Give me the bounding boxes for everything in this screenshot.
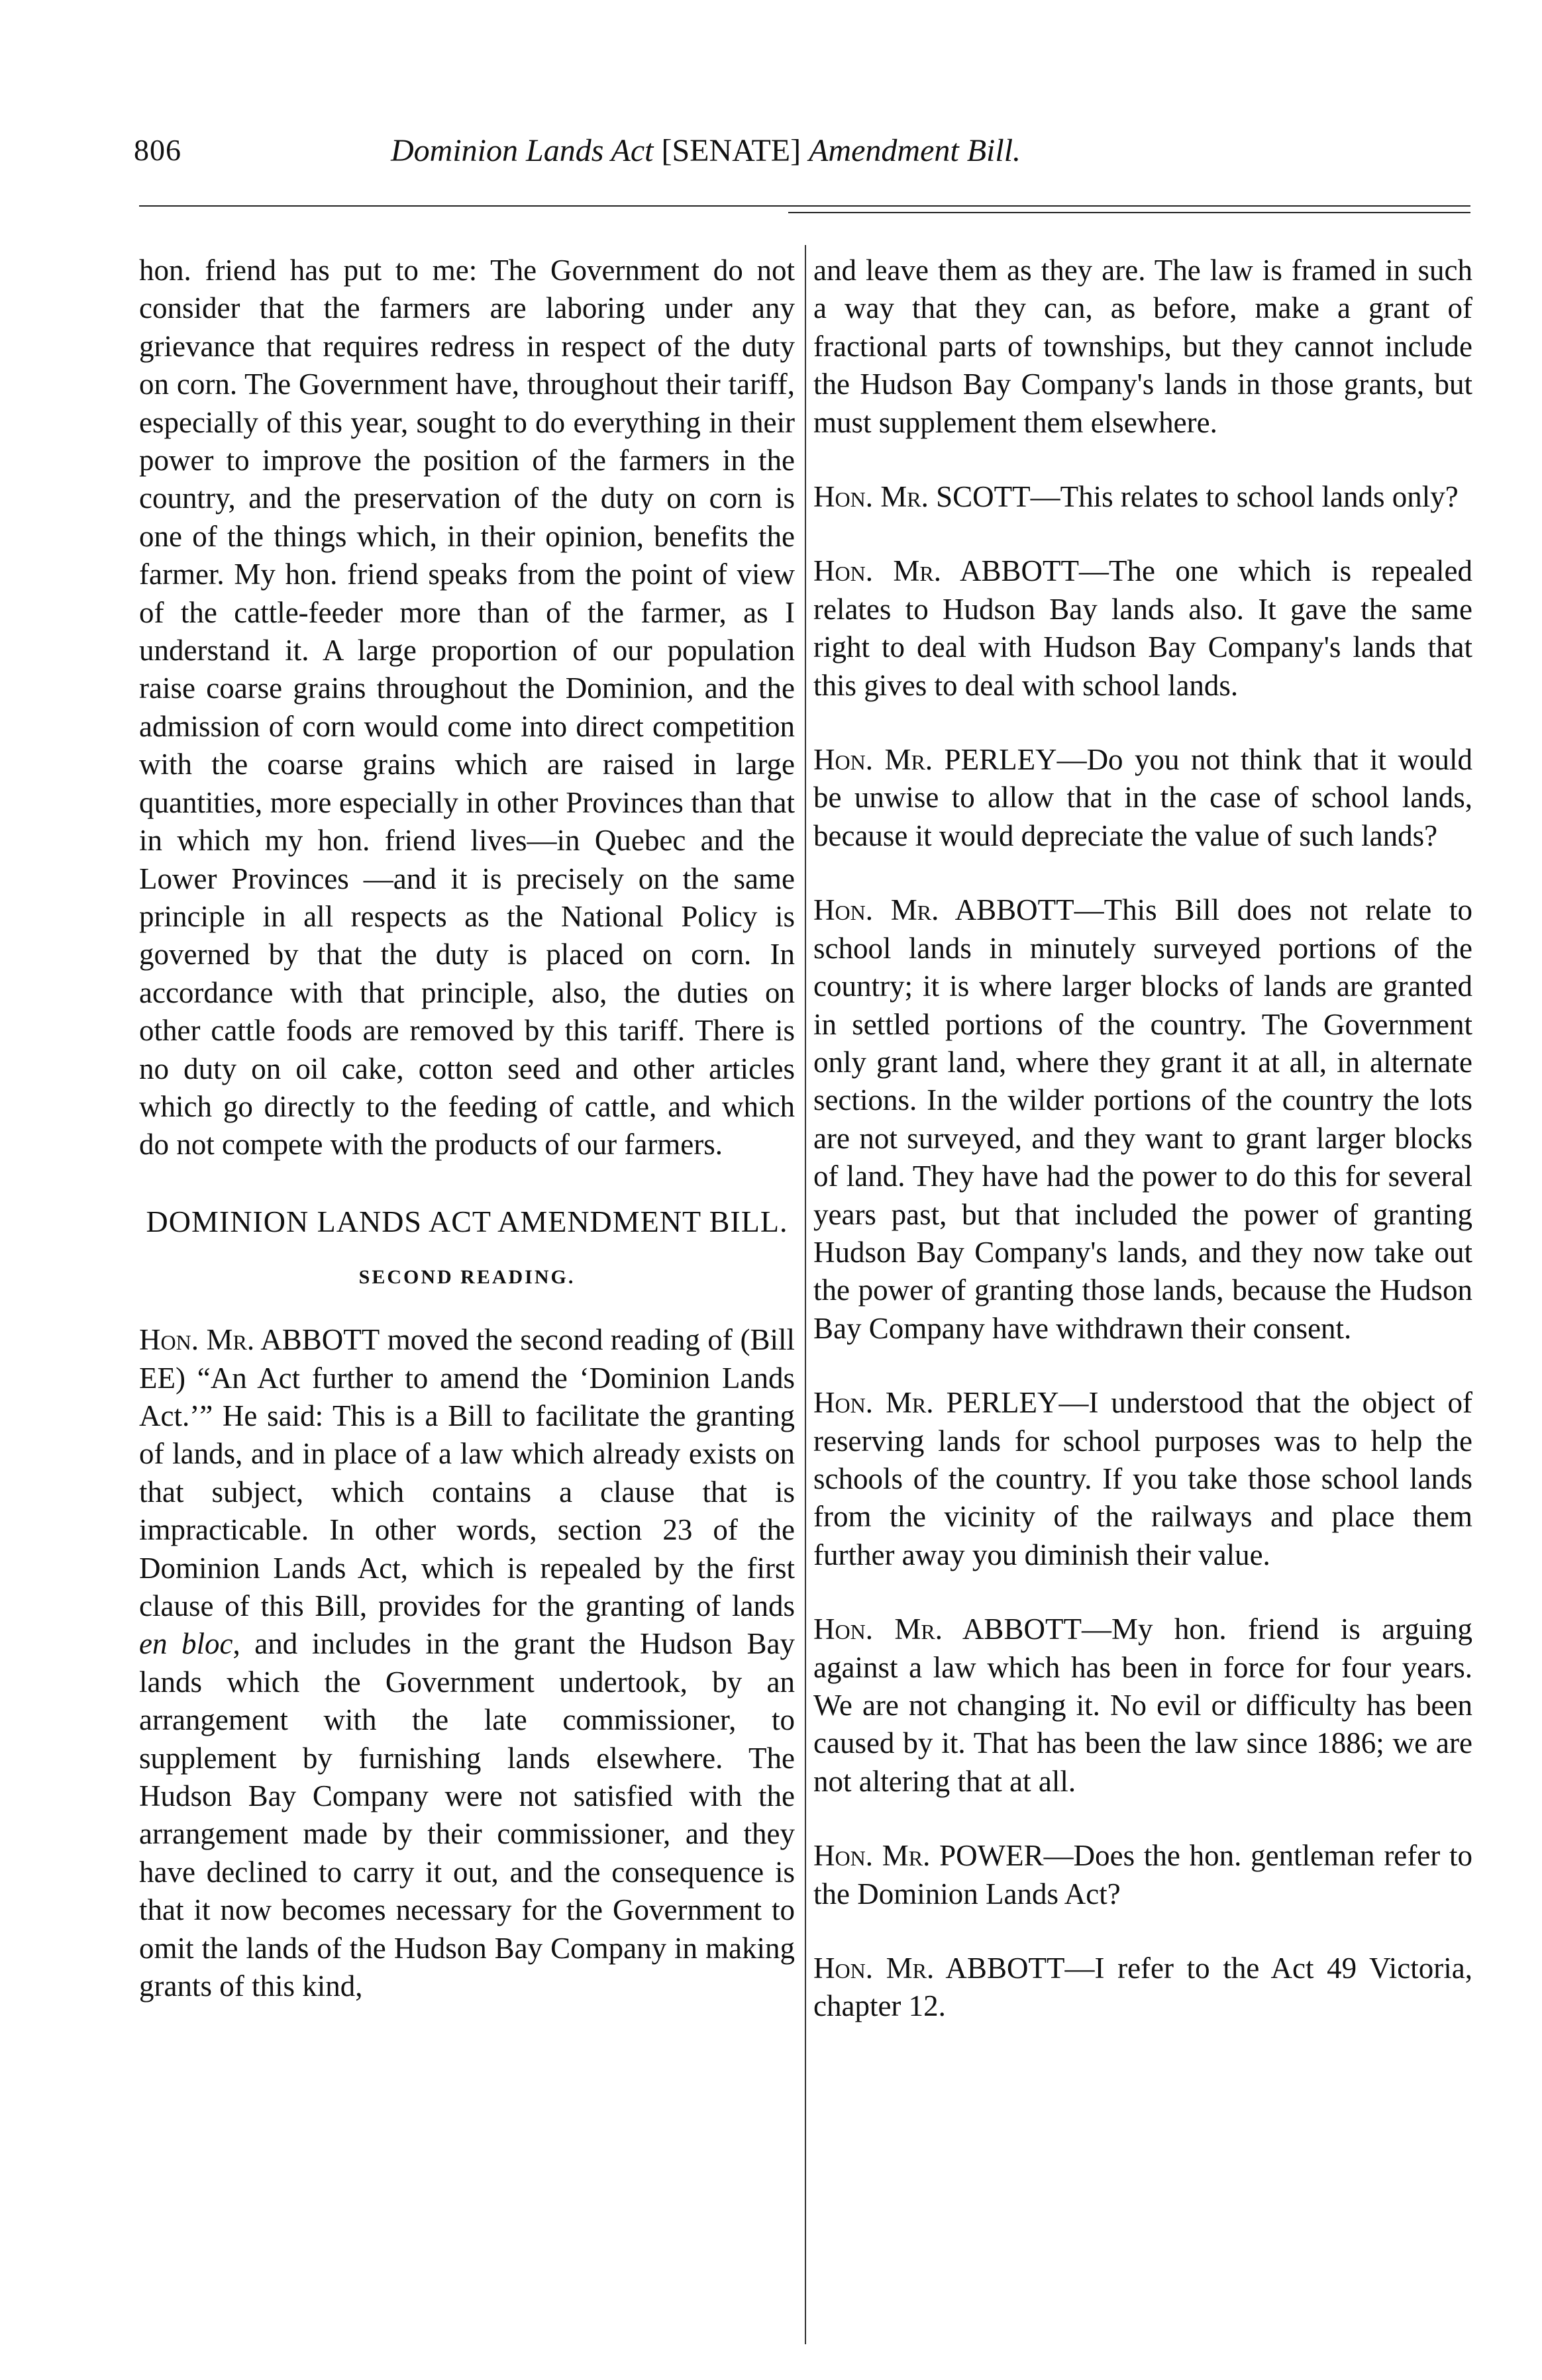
- right-paragraph-1: and leave them as they are. The law is framed in such a way that they can, as before, make a grant of fractional parts of townships, but they cannot include the Hudson Bay Company's lands in those grants, but must supplement them elsewhere.: [813, 254, 1472, 439]
- speech-text-continued: , and includes in the grant the Hudson Bay lands which the Government undertook, by an arrangement with the late commissioner, to supplement by furnishing lands elsewhere. The Hudson Bay Company were not satisfied with the arrangement made by their commissioner, and they have declined to carry it out, and the consequence is that it now becomes necessary for the Government to omit the lands of the Hudson Bay Company in making grants of this kind,: [139, 1627, 795, 2003]
- speaker-name: Hon. Mr. PERLEY: [813, 1386, 1059, 1420]
- running-head-chamber: [SENATE]: [661, 133, 801, 168]
- page-number: 806: [134, 133, 181, 167]
- speaker-name: Hon. Mr. SCOTT: [813, 480, 1031, 514]
- speech-text: —I refer to the Act 49 Victoria, chapter 12.: [813, 1952, 1472, 2023]
- speaker-name: Hon. Mr. ABBOTT: [139, 1323, 380, 1357]
- speaker-name: Hon. Mr. POWER: [813, 1839, 1044, 1873]
- running-head: [391, 132, 1021, 169]
- right-paragraph-6: [813, 1384, 1472, 1574]
- right-paragraph-3: [813, 552, 1472, 705]
- running-head-subtitle: Amendment Bill.: [809, 133, 1021, 168]
- section-heading: DOMINION LANDS ACT AMENDMENT BILL.: [146, 1204, 788, 1238]
- left-paragraph-1: hon. friend has put to me: The Government do not consider that the farmers are laboring under any grievance that requires redress in respect of the duty on corn. The Government have, throughout their tariff, especially of this year, sought to do everything in their power to improve the position of the farmers in the country, and the preservation of the duty on corn is one of the things which, in their opinion, benefits the farmer. My hon. friend speaks from the point of view of the cattle-feeder more than of the farmer, as I understand it. A large proportion of our population raise coarse grains throughout the Dominion, and the admission of corn would come into direct competition with the coarse grains which are raised in large quantities, more especially in other Provinces than that in which my hon. friend lives—in Quebec and the Lower Provinces —and it is precisely on the same principle in all respects as the National Policy is governed by that the duty is placed on corn. In accordance with that principle, also, the duties on other cattle foods are removed by this tariff. There is no duty on oil cake, cotton seed and other articles which go directly to the feeding of cattle, and which do not compete with the products of our farmers.: [139, 254, 795, 1162]
- speaker-name: Hon. Mr. ABBOTT: [813, 554, 1079, 588]
- speaker-name: Hon. Mr. ABBOTT: [813, 1952, 1065, 1985]
- left-paragraph-2: [139, 1321, 795, 2005]
- speaker-name: Hon. Mr. ABBOTT: [813, 893, 1074, 927]
- left-column: [139, 252, 795, 2005]
- speech-text: —This Bill does not relate to school lands in minutely surveyed portions of the country; it is where larger blocks of lands are granted in settled portions of the country. The Government only grant land, where they grant it at all, in alternate sections. In the wilder portions of the country the lots are not surveyed, and they want to grant larger blocks of land. They have had the power to do this for several years past, but that included the power of granting Hudson Bay Company's lands, and they now take out the power of granting those lands, because the Hudson Bay Company have withdrawn their consent.: [813, 893, 1472, 1345]
- speech-text: —The one which is repealed relates to Hudson Bay lands also. It gave the same right to deal with Hudson Bay Company's lands that this gives to deal with school lands.: [813, 554, 1473, 702]
- speech-text: —Does the hon. gentleman refer to the Dominion Lands Act?: [813, 1839, 1472, 1910]
- speech-text: —I understood that the object of reserving lands for school purposes was to help the schools of the country. If you take those school lands from the vicinity of the railways and place them further away you diminish their value.: [813, 1386, 1472, 1571]
- right-paragraph-8: [813, 1837, 1472, 1913]
- section-subheading: SECOND READING.: [358, 1265, 576, 1288]
- header-rule-secondary: [788, 212, 1470, 213]
- speech-text: —Do you not think that it would be unwise to allow that in the case of school lands, because it would depreciate the value of such lands?: [813, 743, 1472, 852]
- speaker-name: Hon. Mr. ABBOTT: [813, 1612, 1082, 1646]
- speech-text: —This relates to school lands only?: [1030, 480, 1459, 514]
- right-paragraph-2: [813, 478, 1472, 516]
- header-rule: [139, 205, 1470, 207]
- right-column: [813, 252, 1472, 2026]
- speech-italic: en bloc: [139, 1627, 233, 1661]
- page-header: [126, 113, 1444, 166]
- speech-text: moved the second reading of (Bill EE) “An Act further to amend the ‘Dominion Lands Act.’” He said: This is a Bill to facilitate the granting of lands, and in place of a law which already exists on that subject, which contains a clause that is impracticable. In other words, section 23 of the Dominion Lands Act, which is repealed by the first clause of this Bill, provides for the granting of lands: [139, 1323, 795, 1622]
- right-paragraph-4: [813, 741, 1472, 855]
- speech-text: —My hon. friend is arguing against a law which has been in force for four years. We are not changing it. No evil or difficulty has been caused by it. That has been the law since 1886; we are not altering that at all.: [813, 1612, 1472, 1798]
- running-head-title: Dominion Lands Act: [391, 133, 654, 168]
- column-divider: [805, 245, 806, 2344]
- right-paragraph-9: [813, 1950, 1472, 2026]
- right-paragraph-7: [813, 1611, 1472, 1801]
- right-paragraph-5: [813, 891, 1472, 1348]
- speaker-name: Hon. Mr. PERLEY: [813, 743, 1057, 777]
